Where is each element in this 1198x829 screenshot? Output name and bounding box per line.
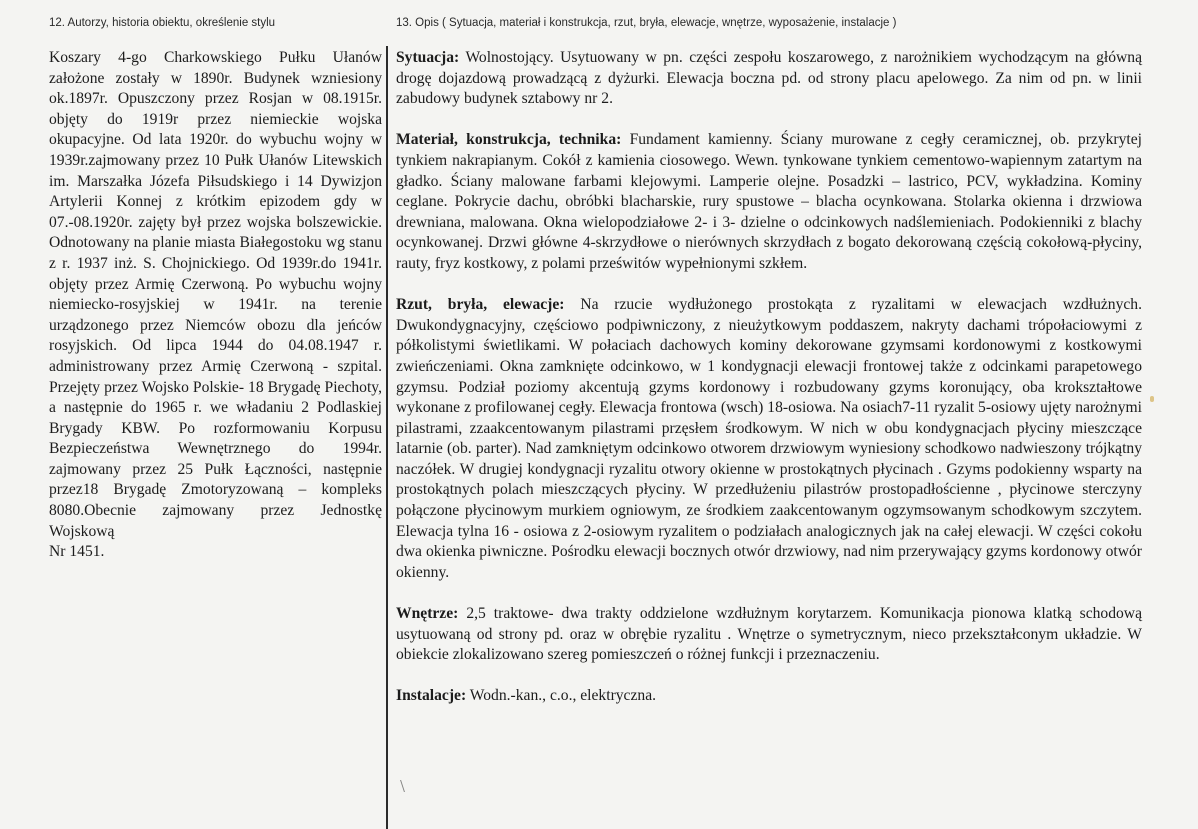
sytuacja-paragraph [396,48,1142,110]
wnetrze-label: Wnętrze: [396,605,459,623]
instalacje-paragraph [396,686,1142,707]
paper-speck [1150,396,1154,402]
wnetrze-text: 2,5 traktowe- dwa trakty oddzielone wzdłużnym korytarzem. Komunikacja pionowa klatką schodową usytuowaną od strony pd. oraz w obrębie ryzalitu . Wnętrze o symetrycznym, nieco przekształconym układzie. W obiekcie zlokalizowano szereg pomieszczeń o różnej funkcji i przeznaczeniu. [396,605,1142,664]
material-label: Materiał, konstrukcja, technika: [396,131,622,149]
sytuacja-label: Sytuacja: [396,49,460,66]
section-13-header: 13. Opis ( Sytuacja, materiał i konstrukcja, rzut, bryła, elewacje, wnętrze, wyposażenie, instalacje ) [396,17,897,29]
sytuacja-text: Wolnostojący. Usytuowany w pn. części zespołu koszarowego, z narożnikiem wychodzącym na główną drogę dojazdową prowadzącą z dyżurki. Elewacja boczna pd. od strony placu apelowego. Za nim od pn. w linii zabudowy budynek sztabowy nr 2. [396,49,1142,108]
instalacje-text: Wodn.-kan., c.o., elektryczna. [466,687,657,705]
column-divider [386,46,388,829]
material-paragraph [396,130,1142,274]
instalacje-label: Instalacje: [396,687,467,705]
rzut-text: Na rzucie wydłużonego prostokąta z ryzalitami w elewacjach wzdłużnych. Dwukondygnacyjny, częściowo podpiwniczony, z nieużytkowym poddaszem, nakryty dachami trópołaciowymi z półkolistymi świetlikami. W połaciach dachowych kominy dekorowane gzymsami kordonowymi z kostkowymi zwieńczeniami. Okna zamknięte odcinkowo, w 1 kondygnacji elewacji frontowej także z odcinkami parapetowego gzymsu. Podział poziomy akcentują gzyms kordonowy i rozbudowany gzyms koronujący, oba krokształtowe wykonane z profilowanej cegły. Elewacja frontowa (wsch) 18-osiowa. Na osiach7-11 ryzalit 5-osiowy ujęty narożnymi pilastrami, zzaakcentowanym pilastrami przęsłem środkowym. W nich w obu kondygnacjach płyciny mieszczące latarnie (ob. parter). Nad zamkniętym odcinkowo otworem drzwiowym wyniesiony schodkowo nadwieszony trójkątny naczółek. W drugiej kondygnacji ryzalitu otwory okienne w prostokątnych płycinach . Gzyms podokienny wsparty na prostokątnych polach mieszczących płyciny. W przedłużeniu pilastrów prostopadłościenne , płycinowe sterczyny połączone płycinowym murkiem ogniowym, ze środkiem zaakcentowanym ogzymsowanym schodkowym szczytem. Elewacja tylna 16 - osiowa z 2-osiowym ryzalitem o podziałach analogicznych jak na całej elewacji. W części cokołu dwa okienka piwniczne. Pośrodku elewacji bocznych otwór drzwiowy, nad nim przerywający gzyms kordonowy otwór okienny. [396,296,1143,581]
description-column [396,48,1142,707]
wnetrze-paragraph [396,604,1142,666]
material-text: Fundament kamienny. Ściany murowane z cegły ceramicznej, ob. przykrytej tynkiem nakrapianym. Cokół z kamienia ciosowego. Wewn. tynkowane tynkiem cementowo-wapiennym zatartym na gładko. Ściany malowane farbami klejowymi. Lamperie olejne. Posadzki – lastrico, PCV, wykładzina. Kominy ceglane. Pokrycie dachu, obróbki blacharskie, rury spustowe – blacha ocynkowana. Stolarka okienna i drzwiowa drewniana, malowana. Okna wielopodziałowe 2- i 3- dzielne o odcinkowych nadślemieniach. Podokienniki z blachy ocynkowanej. Drzwi główne 4-skrzydłowe o nierównych skrzydłach z bogato dekorowaną częścią cokołową-płyciny, rauty, fryz kostkowy, z polami prześwitów wypełnionymi szkłem. [396,131,1143,272]
section-12-header: 12. Autorzy, historia obiektu, określenie stylu [49,17,276,29]
rzut-paragraph [396,295,1142,583]
history-text: Koszary 4-go Charkowskiego Pułku Ułanów założone zostały w 1890r. Budynek wzniesiony ok.1897r. Opuszczony przez Rosjan w 08.1915r. objęty do 1919r przez niemieckie wojska okupacyjne. Od lata 1920r. do wybuchu wojny w 1939r.zajmowany przez 10 Pułk Ułanów Litewskich im. Marszałka Józefa Piłsudskiego i 14 Dywizjon Artylerii Konnej z krótkim epizodem gdy w 07.-08.1920r. zajęty był przez wojska bolszewickie. Odnotowany na planie miasta Białegostoku wg stanu z r. 1937 inż. S. Chojnickiego. Od 1939r.do 1941r. objęty przez Armię Czerwoną. Po wybuchu wojny niemiecko-rosyjskiej w 1941r. na terenie urządzonego przez Niemców obozu dla jeńców rosyjskich. Od lipca 1944 do 04.08.1947 r. administrowany przez Armię Czerwoną - szpital. Przejęty przez Wojsko Polskie- 18 Brygadę Piechoty, a następnie do 1965 r. we władaniu 2 Podlaskiej Brygady KBW. Po rozformowaniu Korpusu Bezpieczeństwa Wewnętrznego do 1994r. zajmowany przez 25 Pułk Łączności, następnie przez18 Brygadę Zmotoryzowaną – kompleks 8080.Obecnie zajmowany przez Jednostkę Wojskową [49,49,382,540]
history-last-line: Nr 1451. [49,543,105,561]
pen-tick-mark [400,780,411,792]
history-column [49,48,382,563]
rzut-label: Rzut, bryła, elewacje: [396,296,565,314]
